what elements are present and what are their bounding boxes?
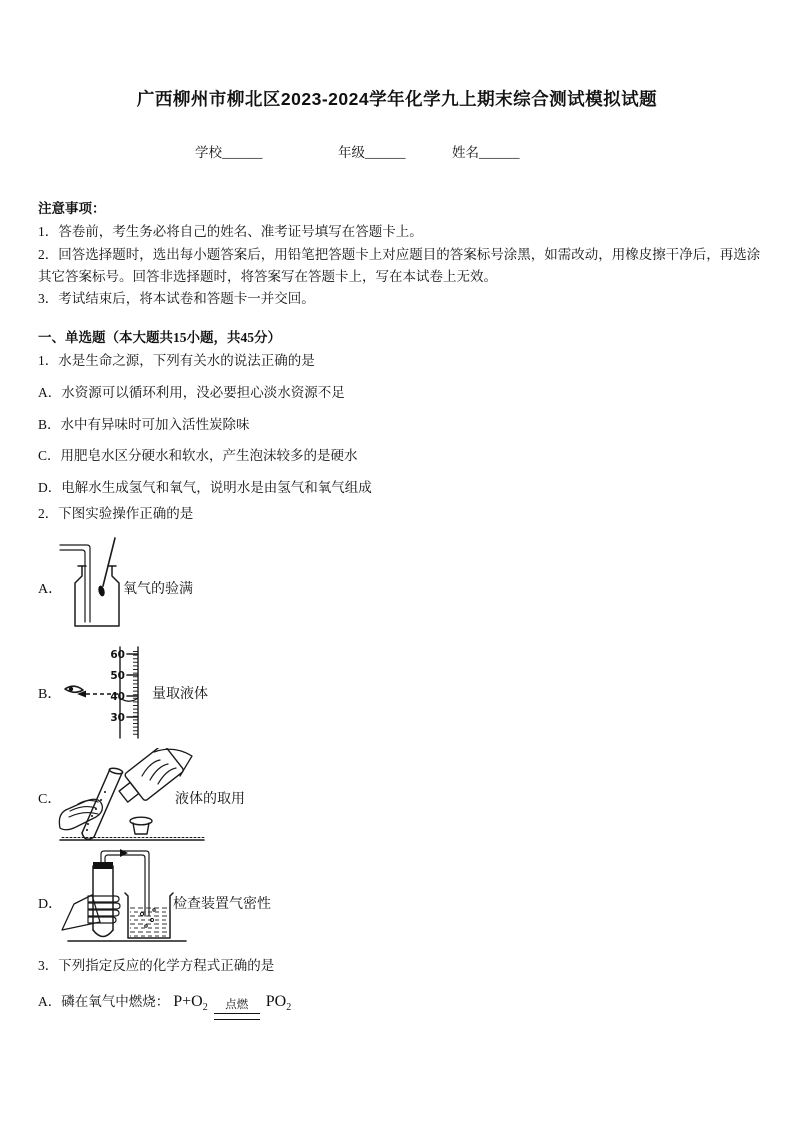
notice-item-2: 2．回答选择题时，选出每小题答案后，用铅笔把答题卡上对应题目的答案标号涂黑，如需改动，用橡皮擦干净后，再选涂其它答案标号。回答非选择题时，将答案写在答题卡上，写在本试卷上无效。 xyxy=(38,247,761,284)
eye-icon xyxy=(65,686,83,692)
q3-option-a-prefix: A．磷在氧气中燃烧： xyxy=(38,994,170,1009)
equation-lhs-subscript: 2 xyxy=(202,1002,208,1014)
q1-option-b: B．水中有异味时可加入活性炭除味 xyxy=(38,417,250,432)
section-heading: 一、单选题（本大题共15小题，共45分） xyxy=(38,330,281,345)
stoppered-test-tube xyxy=(93,862,113,937)
q1-option-d: D．电解水生成氢气和氧气，说明水是由氢气和氧气组成 xyxy=(38,480,372,495)
hand xyxy=(62,895,120,930)
cylinder-mark-30: 30 xyxy=(110,712,125,724)
diagram-oxygen-full-test xyxy=(58,536,128,636)
q3-stem: 3．下列指定反应的化学方程式正确的是 xyxy=(38,958,275,973)
school-field xyxy=(195,141,263,161)
delivery-tube xyxy=(101,851,149,916)
grade-field xyxy=(338,141,406,161)
diagram-airtightness-check xyxy=(58,848,188,948)
grade-blank: ______ xyxy=(365,145,406,160)
equation-lhs: $P+O_2$ xyxy=(173,993,208,1014)
q2-stem: 2．下图实验操作正确的是 xyxy=(38,506,194,521)
test-tube xyxy=(82,767,123,839)
q2-option-a-caption: 氧气的验满 xyxy=(123,582,193,597)
page-title: 广西柳州市柳北区2023-2024学年化学九上期末综合测试模拟试题 xyxy=(136,89,658,109)
school-blank: ______ xyxy=(222,145,263,160)
q2-option-b-caption: 量取液体 xyxy=(152,687,208,702)
grade-label: 年级 xyxy=(338,145,365,160)
equation-rhs: $PO_2$ xyxy=(265,993,292,1014)
diagram-measure-liquid xyxy=(58,645,148,740)
q2-option-c-caption: 液体的取用 xyxy=(175,792,245,807)
reaction-condition xyxy=(214,999,260,1020)
left-hand xyxy=(59,799,102,830)
q1-option-c: C．用肥皂水区分硬水和软水，产生泡沫较多的是硬水 xyxy=(38,448,358,463)
q2-option-d-label: D． xyxy=(38,897,63,912)
q2-option-d-caption: 检查装置气密性 xyxy=(173,897,271,912)
q2-option-a-label: A． xyxy=(38,582,63,597)
name-field xyxy=(452,141,520,161)
condition-label: 点燃 xyxy=(225,999,249,1011)
notice-item-3: 3．考试结束后，将本试卷和答题卡一并交回。 xyxy=(38,291,315,306)
school-label: 学校 xyxy=(195,145,222,160)
notice-heading: 注意事项： xyxy=(38,201,106,216)
q2-option-c-label: C． xyxy=(38,792,62,807)
notice-item-1: 1．答卷前，考生务必将自己的姓名、准考证号填写在答题卡上。 xyxy=(38,224,423,239)
equation-rhs-subscript: 2 xyxy=(286,1002,292,1014)
q3-option-a-equation xyxy=(38,990,291,1020)
cylinder-mark-50: 50 xyxy=(110,670,125,682)
double-line-yields xyxy=(214,1013,260,1020)
q2-option-b-label: B． xyxy=(38,687,62,702)
name-label: 姓名 xyxy=(452,145,479,160)
q1-option-a: A．水资源可以循环利用，没必要担心淡水资源不足 xyxy=(38,385,345,400)
name-blank: ______ xyxy=(479,145,520,160)
cylinder-mark-60: 60 xyxy=(110,649,125,661)
stopper xyxy=(130,817,152,834)
q1-stem: 1．水是生命之源，下列有关水的说法正确的是 xyxy=(38,353,315,368)
cylinder-mark-40: 40 xyxy=(110,691,125,703)
